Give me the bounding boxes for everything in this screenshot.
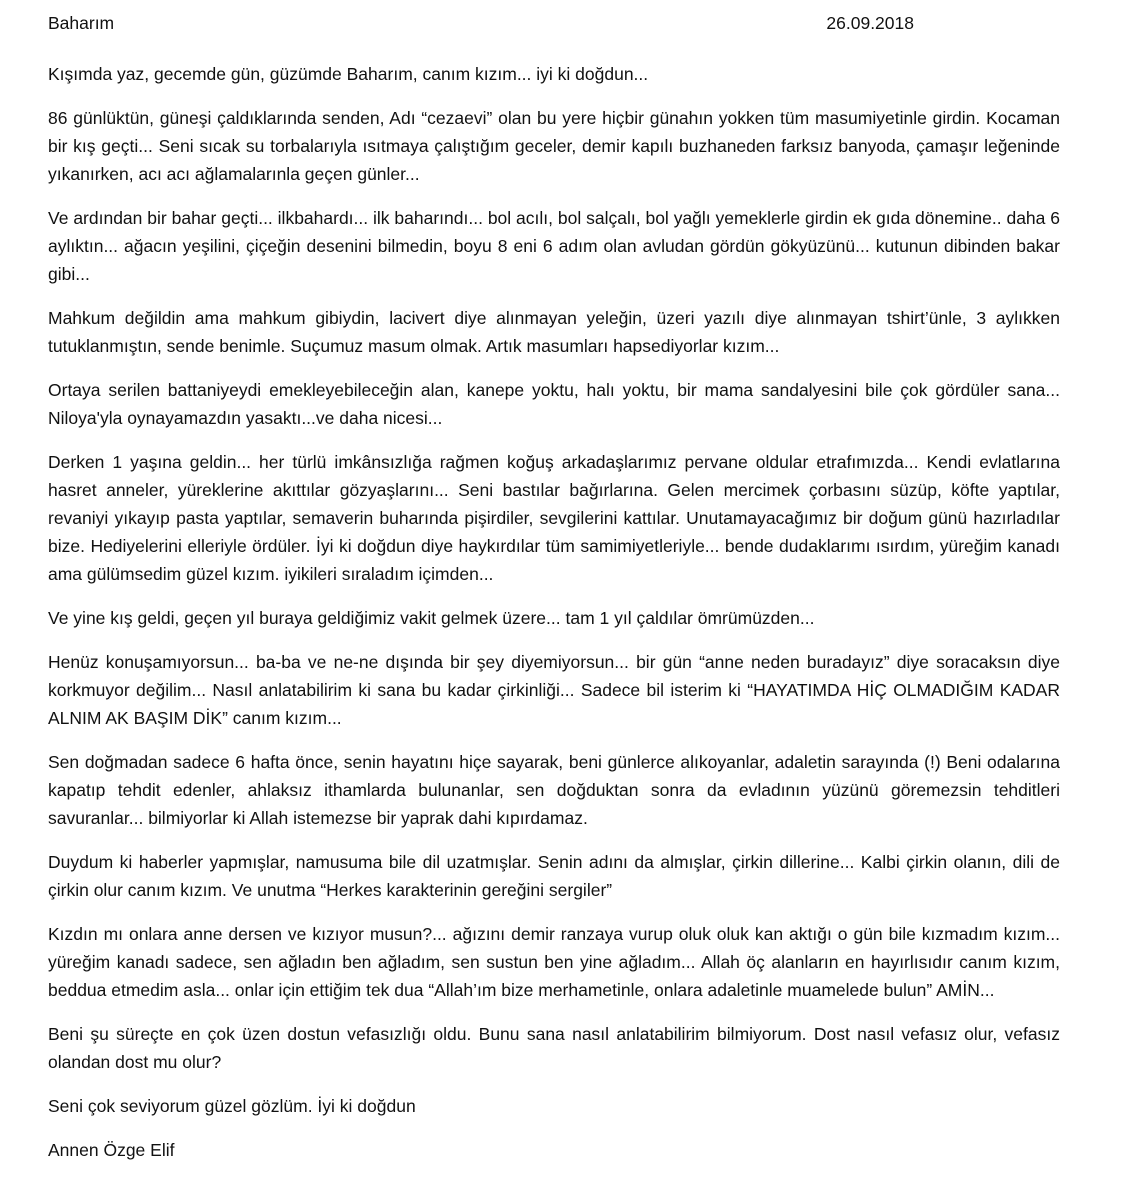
paragraph-2: 86 günlüktün, güneşi çaldıklarında senden, Adı “cezaevi” olan bu yere hiçbir günahın yokken tüm masumiyetinle girdin. Kocaman bir kış geçti... Seni sıcak su torbalarıyla ısıtmaya çalıştığım geceler, demir kapılı buzhaneden farksız banyoda, çamaşır leğeninde yıkanırken, acı acı ağlamalarınla geçen günler... xyxy=(48,108,1060,184)
letter-header xyxy=(48,10,1060,36)
paragraph-7: Ve yine kış geldi, geçen yıl buraya geldiğimiz vakit gelmek üzere... tam 1 yıl çaldılar ömrümüzden... xyxy=(48,608,815,628)
paragraph-13: Seni çok seviyorum güzel gözlüm. İyi ki doğdun xyxy=(48,1096,416,1116)
paragraph-1: Kışımda yaz, gecemde gün, güzümde Baharım, canım kızım... iyi ki doğdun... xyxy=(48,64,649,84)
signature: Annen Özge Elif xyxy=(48,1140,175,1160)
paragraph-6: Derken 1 yaşına geldin... her türlü imkânsızlığa rağmen koğuş arkadaşlarımız pervane oldular etrafımızda... Kendi evlatlarına hasret anneler, yüreklerine akıttılar gözyaşlarını... Seni bastılar bağırlarına. Gelen mercimek çorbasını süzüp, köfte yaptılar, revaniyi yıkayıp pasta yaptılar, semaverin buharında pişirdiler, sevgilerini kattılar. Unutamayacağımız bir doğum günü hazırladılar bize. Hediyelerini elleriyle ördüler. İyi ki doğdun diye haykırdılar tüm samimiyetleriyle... bende dudaklarımı ısırdım, yüreğim kanadı ama gülümsedim güzel kızım. iyikileri sıraladım içimden... xyxy=(48,452,1060,584)
paragraph-3: Ve ardından bir bahar geçti... ilkbahardı... ilk baharındı... bol acılı, bol salçalı, bol yağlı yemeklerle girdin ek gıda dönemine.. daha 6 aylıktın... ağacın yeşilini, çiçeğin desenini bilmedin, boyu 8 eni 6 adım olan avludan gördün gökyüzünü... kutunun dibinden bakar gibi... xyxy=(48,208,1060,284)
paragraph-11: Kızdın mı onlara anne dersen ve kızıyor musun?... ağızını demir ranzaya vurup oluk oluk kan aktığı o gün bile kızmadım kızım... yüreğim kanadı sadece, sen ağladın ben ağladım, sen sustun ben yine ağladım... Allah öç alanların en hayırlısıdır canım kızım, beddua etmedim asla... onlar için ettiğim tek dua “Allah’ım bize merhametinle, onlara adaletinle muamelede bulun” AMİN... xyxy=(48,924,1060,1000)
paragraph-4: Mahkum değildin ama mahkum gibiydin, lacivert diye alınmayan yeleğin, üzeri yazılı diye alınmayan tshirt’ünle, 3 aylıkken tutuklanmıştın, sende benimle. Suçumuz masum olmak. Artık masumları hapsediyorlar kızım... xyxy=(48,308,1060,356)
letter-date: 26.09.2018 xyxy=(826,13,914,33)
paragraph-9: Sen doğmadan sadece 6 hafta önce, senin hayatını hiçe sayarak, beni günlerce alıkoyanlar, adaletin sarayında (!) Beni odalarına kapatıp tehdit edenler, ahlaksız ithamlarda bulunanlar, sen doğduktan sonra da evladının yüzünü göremezsin tehditleri savuranlar... bilmiyorlar ki Allah istemezse bir yaprak dahi kıpırdamaz. xyxy=(48,752,1060,828)
recipient-name: Baharım xyxy=(48,13,115,33)
letter-page xyxy=(48,10,1060,1164)
paragraph-12: Beni şu süreçte en çok üzen dostun vefasızlığı oldu. Bunu sana nasıl anlatabilirim bilmiyorum. Dost nasıl vefasız olur, vefasız olandan dost mu olur? xyxy=(48,1024,1060,1072)
paragraph-5: Ortaya serilen battaniyeydi emekleyebileceğin alan, kanepe yoktu, halı yoktu, bir mama sandalyesini bile çok gördüler sana... Niloya'yla oynayamazdın yasaktı...ve daha nicesi... xyxy=(48,380,1060,428)
paragraph-10: Duydum ki haberler yapmışlar, namusuma bile dil uzatmışlar. Senin adını da almışlar, çirkin dillerine... Kalbi çirkin olanın, dili de çirkin olur canım kızım. Ve unutma “Herkes karakterinin gereğini sergiler” xyxy=(48,852,1060,900)
paragraph-8: Henüz konuşamıyorsun... ba-ba ve ne-ne dışında bir şey diyemiyorsun... bir gün “anne neden buradayız” diye soracaksın diye korkmuyor değilim... Nasıl anlatabilirim ki sana bu kadar çirkinliği... Sadece bil isterim ki “HAYATIMDA HİÇ OLMADIĞIM KADAR ALNIM AK BAŞIM DİK” canım kızım... xyxy=(48,652,1060,728)
